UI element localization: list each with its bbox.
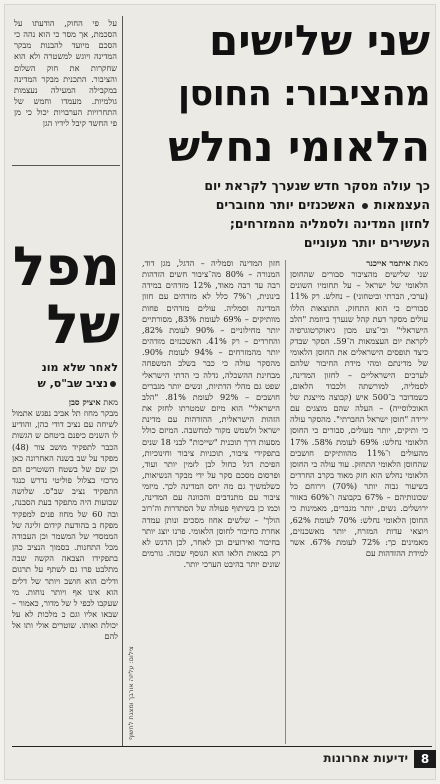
article-column-middle: [142, 258, 280, 746]
left-headline-line1: מפל: [12, 235, 120, 298]
bullet-icon: [110, 381, 116, 387]
subheadline-line1: כך עולה מסקר חדש שנערך לקראת יום: [204, 178, 430, 193]
left-headline-line2: של: [46, 293, 120, 356]
left-partial-column: [14, 18, 117, 158]
page-footer: [200, 748, 436, 770]
subheadline-line4: העשירים יותר מעוניים: [303, 235, 430, 250]
footer-rule: [12, 746, 432, 747]
left-partial-body: מבקר מחוז תל אביב נפגש אתמול לשיחה עם נציב דודי כהן, והודיע לו השנים כיפנם ביטחם ש הגשות הכבר לתפקיד מושב צור (48) מפקד על שב בשנה האחרונה כאן וכן שם של בשטח השוטרים הם מרכזי בצלול פוליטי נדרש כנגד התפקיד נציב שב"ס. שלושה שבועות היה מתפקד בעת הסבנה, ובה 60 של מחוז פנים למפקיד מפקח ב בהודעת קידום זליגה של הממסדי של המשמר וכן העבודה מכל התחנות. בסמוך הנציב כהן בתפקידו הצבאה הקשה שבה מתלבט פרו גם לשתף על תרגום ודלים הוא חושב ויותר של דלים הוא אינו אף ויותר נוחות. מי שעקבו לכפי ל של מדור, כאמור – שבאו אליו וגם כ מלכות לא על יכולת ואותו. שוטרים אולי ותו אל להם: [12, 408, 118, 642]
left-partial-body-column: [12, 397, 118, 742]
left-divider-top: [12, 165, 120, 166]
left-partial-subhead: [10, 360, 118, 392]
left-partial-byline: מאת איציק סבן: [68, 397, 118, 407]
left-partial-headline: [10, 235, 120, 356]
page-number: 8: [414, 750, 436, 768]
column-divider-middle: [285, 260, 286, 744]
left-partial-text: על פי החוק, הודעתו על הסכמת, אך מסר כי הוא נהה כי הסכם מיועד להבנות מבקר המדינה ויוגש למשטרה ולא הוא שחקרות את חוק השלום והציבור. התכנית מבקר המדינה במקבילה המעילה נעצמות גולמיות. מעמדו וחמש של התחרויות הערבויות יכול כי מן פי החשד קיבל לידיו הגן: [14, 18, 117, 129]
headline-line1: שני שלישים: [209, 16, 430, 65]
subheadline-line3: לחזון המדינה ולסמליה מהמזרחים;: [229, 216, 430, 231]
main-headline: [140, 14, 430, 174]
headline-line2: מהציבור: החוסן: [177, 74, 430, 114]
photo-credit: צילום: עליזה אורבך ומצגת לחשוף: [127, 646, 135, 740]
subheadline: [140, 176, 430, 252]
left-subhead-line1: לאחר שלא מונ: [41, 361, 118, 374]
headline-line3: הלאומי נחלש: [168, 122, 430, 171]
byline: מאת איתמר אייכנר: [366, 258, 428, 268]
article-text-col2: חזון המדינה וסמליה – הדגל, מגן דוד, המנורה – 80% מה־ציבור חשים הזדהות רבה עד רבה מאוד, 12% מזדהים במידה בינונית, ו־7% כלל לא מזדהים עם חזון המדינה וסמליה. עולים מזדהים פחות מוותיקים – 69% לעומת 83%, מסורתיים יותר מחילוניים – 90% לעומת 82%, והחרדים – רק 41%. האשכנזים מזדהים יותר מהמזרחים – 94% לעומת 90%. מהסקר עולה כי כבר בשלב המשפחה מבחינת ההשכלה, גדלה כי הדתי הישראלי שפט גם מהלי הדתיות, ונשים יותר מגברים חושבים – 92% לעומת 81%. "הלב הישראלי" הוא מיזם שמטרתו לחזק את הזהות הישראלית, ההזדהות עם מדינת ישראל ולשמש מקור למחשבה. המיזם כולל מסעות דרך תוכנית "שייכות" לבני 18 שנים בתפקידי ציבור, תוכניות ציבור וחינוכיות, הפיכת דגל כחול לבן לזמין יותר ועוד, ופרסום מסכם סקר על ידי מבקר הנשיאות, כשלמשיך גם מה יחס המדינה לכך. מיזמי ציבור עם מתנדבים והכוונה עם המדינה, וכמו כן בשיתוף פעולה של הסתדרות וה'רוב הולך' – שלשים אחוז מסכים ונותן עמדה אחרת כחיבור לחוסן הלאומי. פרנו יוצג יותר בחיבור ואירועים וכן לאחר, לכן הדגש לא רק במאות הלאו הוא הגוסף שכזה. גורמים שונים יותר בהיבט הערכי יותר.: [142, 258, 280, 570]
publication-name: ידיעות אחרונות: [323, 751, 408, 765]
article-column-right: [290, 258, 428, 746]
bullet-icon: [362, 203, 368, 209]
left-subhead-line2: נציב שב"ס, ש: [10, 376, 118, 392]
subheadline-line2: העצמאות האשכנזים יותר מחוברים: [215, 197, 430, 212]
article-text-col1: שני שלישים מהציבור סבורים שהחוסן הלאומי של ישראל – על תחומיו השונים (ערכי, הברתי וביטחוני) – נחלש. רק 11% סבורים כי הוא התחזק. התוצאות הללו עולים מסקר דעת קהל שנערך ביוזמת "הלב הישראלי" ובי־צוע מכון גיאוקרטוגרפיה לקראת יום העצמאות ה־59. הסקר שבדק כיצד תופסים הישראלים את החוסן הלאומי של מדינתם ומהי מידת החיבור שלהם לערכים הישראליים – לחזון המדינה, לסמליה, למורשתה ולכבוד הלאום, כשמדובר ב־500 איש (קבוצה מייצגת של האוכלוסייה) – העלה שהם מוצגים עם ירידה "חוסן ישראל החברתי". מהסקר עולה כי ותיקים, יותר מעולים, סבורים כי החוסן הלאומי נחלש: 69% לעומת 58%. 17% מהעולים ו־11% מהוותיקים חושבים שהחוסן הלאומי התחזק. עוד עולה כי החוסן הלאומי נחלש הוא חזק מאוד בקרב החרדים בשיעור גבוה יותר (70%) וירוחם כל שכונותיהם – 67% בקבוצה ו־60% באזור ירושלים. נשים, יותר מגברים, מאמינות כי החוסן הלאומי נחלש: 70% לעומת 62%, ויוצאי עדות המזרח, יותר מאשכנזים, מאמינים כך: 72% לעומת 67%. אשר למידת ההזדהות עם: [290, 269, 428, 559]
column-divider-left: [122, 16, 123, 746]
